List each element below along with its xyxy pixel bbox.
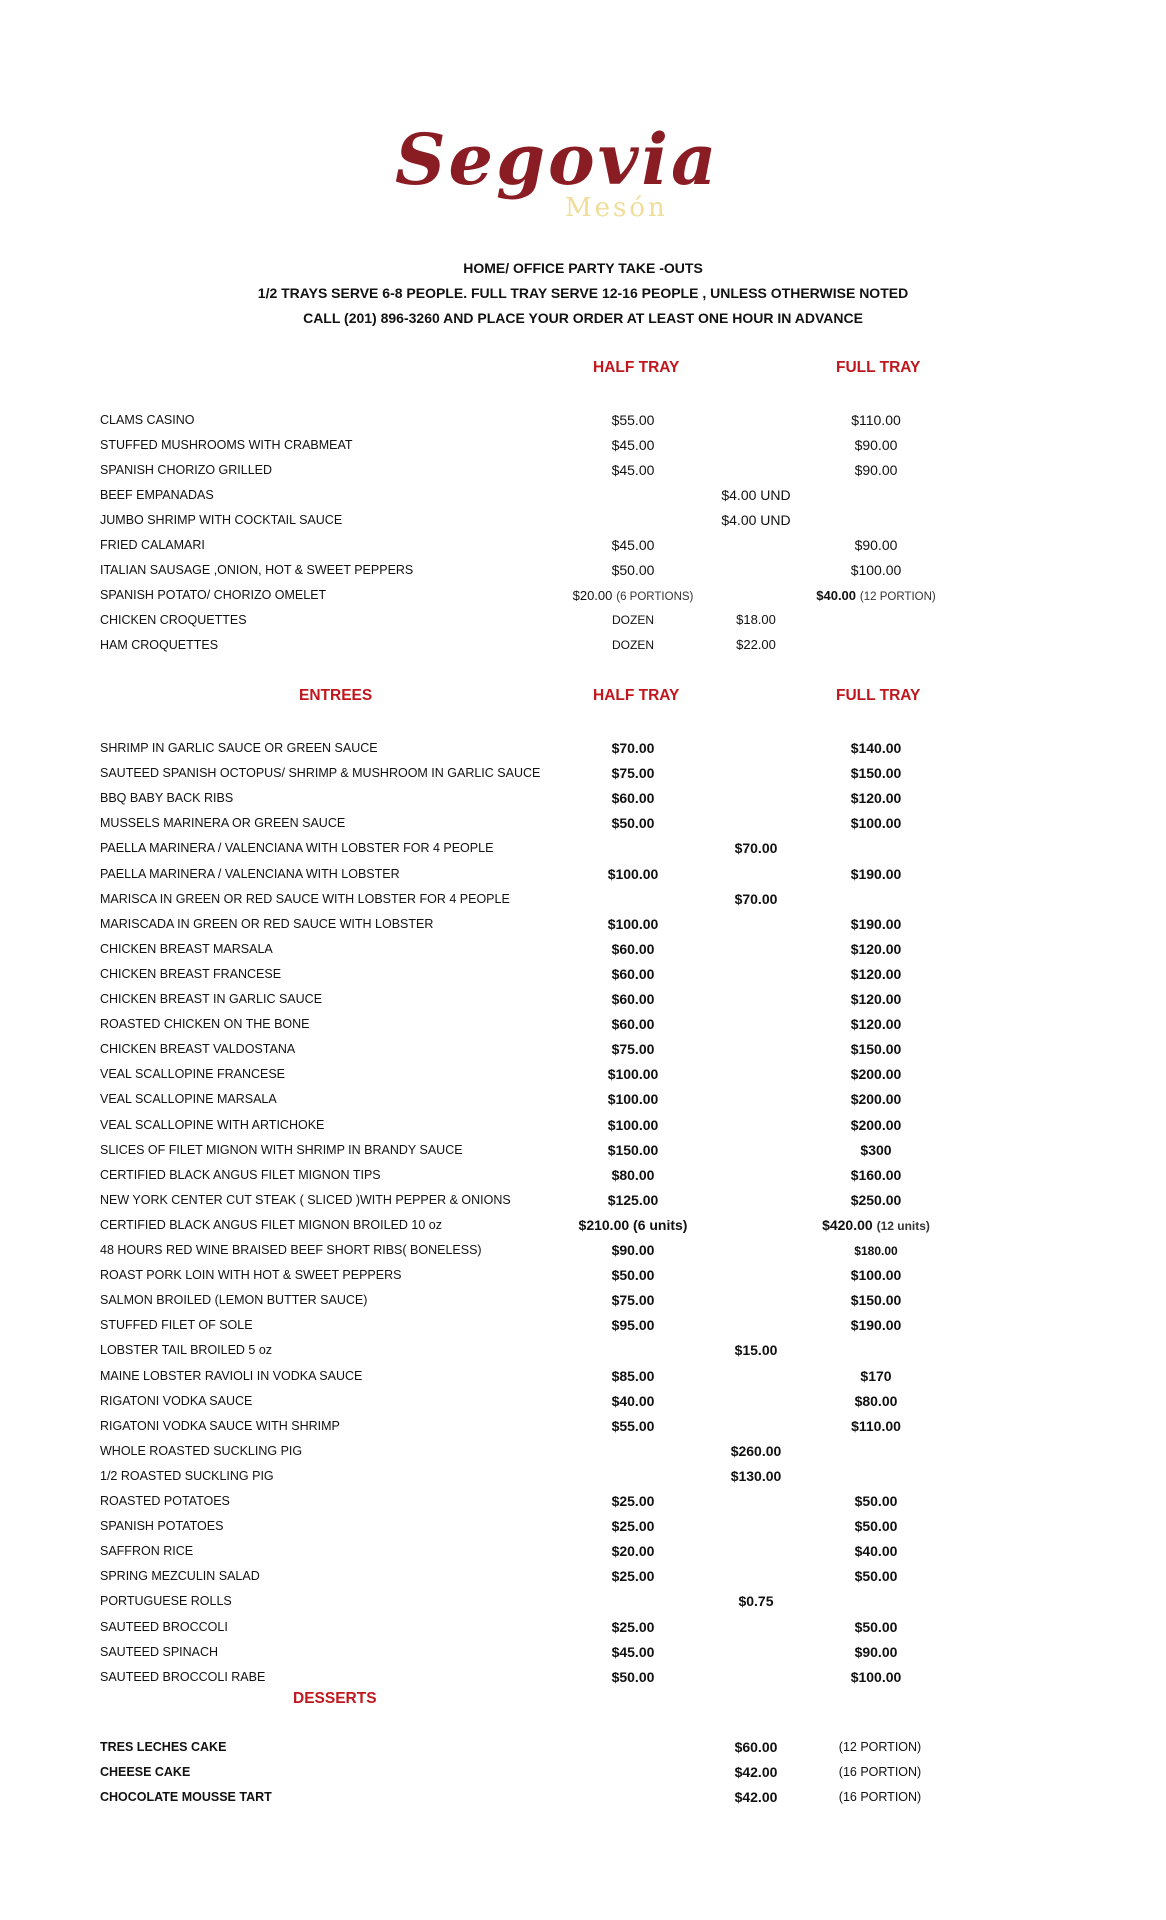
half-tray-price: $45.00 xyxy=(611,437,655,453)
unit-label: DOZEN xyxy=(612,613,654,627)
menu-row xyxy=(0,1190,1166,1215)
full-tray-note: (12 PORTION) xyxy=(859,591,936,603)
item-name: ROASTED POTATOES xyxy=(100,1494,230,1508)
item-name: VEAL SCALLOPINE WITH ARTICHOKE xyxy=(100,1117,325,1132)
menu-row xyxy=(0,1491,1166,1516)
menu-row xyxy=(0,1737,1166,1762)
half-tray-price: $45.00 xyxy=(611,537,655,553)
half-tray-price: $50.00 xyxy=(611,562,655,578)
menu-row xyxy=(0,1391,1166,1416)
full-tray-amount: $120.00 xyxy=(850,991,902,1007)
half-tray-price: $75.00 xyxy=(611,1041,655,1058)
item-name: CHICKEN BREAST VALDOSTANA xyxy=(100,1042,296,1057)
item-name: ROASTED CHICKEN ON THE BONE xyxy=(100,1017,310,1032)
item-name: SPANISH POTATOES xyxy=(100,1519,224,1534)
full-tray-amount: $100.00 xyxy=(850,815,902,832)
half-tray-price: $125.00 xyxy=(607,1191,659,1208)
full-tray-price xyxy=(776,410,976,430)
desserts-title: DESSERTS xyxy=(293,1690,377,1707)
full-tray-price xyxy=(776,535,976,555)
half-tray-price: $45.00 xyxy=(611,462,655,478)
item-name: NEW YORK CENTER CUT STEAK ( SLICED )WITH PEPPER & ONIONS xyxy=(100,1192,511,1207)
menu-row xyxy=(0,1240,1166,1265)
entrees-half-tray-header: HALF TRAY xyxy=(593,687,680,704)
full-tray-price xyxy=(776,1416,976,1436)
full-tray-amount: $50.00 xyxy=(854,1518,898,1535)
menu-row xyxy=(0,914,1166,939)
full-tray-amount: $120.00 xyxy=(850,940,902,957)
full-tray-amount: $120.00 xyxy=(850,1016,902,1033)
full-tray-amount: $120.00 xyxy=(850,965,902,982)
menu-row xyxy=(0,560,1166,585)
full-tray-price xyxy=(776,1366,976,1386)
full-tray-amount: $100.00 xyxy=(850,1267,902,1284)
menu-row xyxy=(0,510,1166,535)
dessert-price: $42.00 xyxy=(734,1764,778,1780)
menu-row xyxy=(0,460,1166,485)
menu-row xyxy=(0,1290,1166,1315)
full-tray-price xyxy=(776,1516,976,1536)
item-name: BBQ BABY BACK RIBS xyxy=(100,791,234,806)
item-name: CERTIFIED BLACK ANGUS FILET MIGNON TIPS xyxy=(100,1167,381,1182)
item-name: SAUTEED SPINACH xyxy=(100,1644,219,1659)
appetizers-half-tray-header: HALF TRAY xyxy=(593,359,680,376)
full-tray-amount: $190.00 xyxy=(850,1317,902,1334)
full-tray-amount: $40.00 xyxy=(854,1543,898,1560)
full-tray-amount: $110.00 xyxy=(851,412,901,428)
menu-row xyxy=(0,788,1166,813)
menu-row xyxy=(0,1265,1166,1290)
full-tray-price xyxy=(776,1566,976,1586)
full-tray-amount: $80.00 xyxy=(854,1392,898,1409)
full-tray-price xyxy=(776,1014,976,1034)
menu-row xyxy=(0,1165,1166,1190)
menu-row xyxy=(0,535,1166,560)
item-name: SAUTEED BROCCOLI RABE xyxy=(100,1669,266,1684)
full-tray-amount: $50.00 xyxy=(854,1618,898,1635)
half-tray-price xyxy=(533,585,733,607)
menu-row xyxy=(0,1441,1166,1466)
full-tray-amount: $100.00 xyxy=(850,562,902,578)
menu-row xyxy=(0,738,1166,763)
full-tray-price xyxy=(776,864,976,884)
item-name: SAFFRON RICE xyxy=(100,1544,194,1559)
menu-row xyxy=(0,813,1166,838)
item-name: ROAST PORK LOIN WITH HOT & SWEET PEPPERS xyxy=(100,1268,402,1283)
menu-row xyxy=(0,1215,1166,1240)
full-tray-price xyxy=(776,914,976,934)
full-tray-price xyxy=(776,585,976,607)
half-tray-price: $150.00 xyxy=(607,1141,659,1158)
full-tray-price xyxy=(776,763,976,783)
half-tray-price: $80.00 xyxy=(611,1166,655,1183)
half-tray-price: $25.00 xyxy=(611,1518,655,1535)
menu-row xyxy=(0,1140,1166,1165)
menu-row xyxy=(0,1315,1166,1340)
item-name: MARISCA IN GREEN OR RED SAUCE WITH LOBSTER FOR 4 PEOPLE xyxy=(100,891,510,906)
full-tray-price xyxy=(776,1391,976,1411)
full-tray-amount: $90.00 xyxy=(854,462,898,478)
item-name: 48 HOURS RED WINE BRAISED BEEF SHORT RIBS( BONELESS) xyxy=(100,1243,482,1257)
half-tray-price: $60.00 xyxy=(611,965,655,982)
menu-row xyxy=(0,1566,1166,1591)
half-tray-price: $45.00 xyxy=(611,1643,655,1660)
logo-wordmark: Segovia xyxy=(395,118,720,201)
entrees-title: ENTREES xyxy=(299,687,373,704)
half-tray-price: $50.00 xyxy=(611,815,655,832)
half-tray-note: (6 PORTIONS) xyxy=(616,591,694,603)
unit-price: $130.00 xyxy=(730,1467,782,1484)
half-tray-price: $60.00 xyxy=(611,940,655,957)
half-tray-price: $55.00 xyxy=(611,412,655,428)
full-tray-price xyxy=(776,813,976,833)
item-name: MUSSELS MARINERA OR GREEN SAUCE xyxy=(100,816,346,831)
item-name: TRES LECHES CAKE xyxy=(100,1740,227,1754)
full-tray-amount: $200.00 xyxy=(850,1066,902,1083)
full-tray-price xyxy=(776,1115,976,1135)
menu-row xyxy=(0,1014,1166,1039)
item-name: SLICES OF FILET MIGNON WITH SHRIMP IN BRANDY SAUCE xyxy=(100,1142,463,1157)
full-tray-amount: $140.00 xyxy=(850,740,902,756)
item-name: VEAL SCALLOPINE FRANCESE xyxy=(100,1067,286,1082)
full-tray-amount: $40.00 xyxy=(816,588,857,603)
item-name: CHICKEN CROQUETTES xyxy=(100,613,247,627)
half-tray-price: $100.00 xyxy=(607,1066,659,1083)
full-tray-price xyxy=(776,1064,976,1084)
menu-row xyxy=(0,610,1166,635)
menu-row xyxy=(0,1762,1166,1787)
full-tray-price xyxy=(776,560,976,580)
menu-row xyxy=(0,1541,1166,1566)
full-tray-amount: $150.00 xyxy=(850,1041,902,1058)
full-tray-price xyxy=(776,1140,976,1160)
menu-row xyxy=(0,838,1166,863)
full-tray-amount: $170 xyxy=(860,1367,892,1384)
unit-price: $15.00 xyxy=(734,1342,778,1359)
item-name: VEAL SCALLOPINE MARSALA xyxy=(100,1092,277,1107)
dessert-price: $42.00 xyxy=(734,1789,778,1805)
item-name: SPANISH CHORIZO GRILLED xyxy=(100,463,273,477)
full-tray-price xyxy=(776,1265,976,1285)
full-tray-amount: $90.00 xyxy=(854,437,898,453)
full-tray-price xyxy=(776,1667,976,1687)
half-tray-amount: $20.00 xyxy=(572,588,613,603)
portion-note: (12 PORTION) xyxy=(838,1740,922,1754)
unit-price: $260.00 xyxy=(730,1442,782,1459)
full-tray-amount: $200.00 xyxy=(850,1116,902,1133)
half-tray-price: $40.00 xyxy=(611,1392,655,1409)
item-name: CERTIFIED BLACK ANGUS FILET MIGNON BROILED 10 oz xyxy=(100,1217,442,1232)
entrees-full-tray-header: FULL TRAY xyxy=(836,687,921,704)
item-name: BEEF EMPANADAS xyxy=(100,488,214,502)
item-name: SHRIMP IN GARLIC SAUCE OR GREEN SAUCE xyxy=(100,741,378,755)
full-tray-price xyxy=(776,738,976,758)
item-name: CHICKEN BREAST FRANCESE xyxy=(100,966,282,981)
item-name: JUMBO SHRIMP WITH COCKTAIL SAUCE xyxy=(100,513,343,527)
full-tray-price xyxy=(776,989,976,1009)
menu-row xyxy=(0,1416,1166,1441)
full-tray-price xyxy=(776,1541,976,1561)
item-name: ITALIAN SAUSAGE ,ONION, HOT & SWEET PEPPERS xyxy=(100,563,414,577)
half-tray-price: $100.00 xyxy=(607,1116,659,1133)
full-tray-amount: $90.00 xyxy=(854,537,898,553)
menu-row xyxy=(0,1340,1166,1365)
half-tray-price: $100.00 xyxy=(607,865,659,882)
half-tray-price: $25.00 xyxy=(611,1568,655,1585)
full-tray-amount: $180.00 xyxy=(854,1244,898,1258)
full-tray-amount: $150.00 xyxy=(850,1292,902,1309)
menu-row xyxy=(0,1115,1166,1140)
item-name: WHOLE ROASTED SUCKLING PIG xyxy=(100,1443,303,1458)
half-tray-price: $85.00 xyxy=(611,1367,655,1384)
full-tray-amount: $150.00 xyxy=(850,765,902,782)
menu-row xyxy=(0,1787,1166,1812)
item-name: MARISCADA IN GREEN OR RED SAUCE WITH LOBSTER xyxy=(100,916,434,931)
half-tray-price: $100.00 xyxy=(607,1091,659,1108)
item-name: FRIED CALAMARI xyxy=(100,538,205,552)
half-tray-price: $210.00 (6 units) xyxy=(578,1216,688,1233)
half-tray-price: $50.00 xyxy=(611,1668,655,1685)
item-name: PAELLA MARINERA / VALENCIANA WITH LOBSTER xyxy=(100,866,400,881)
half-tray-price: $60.00 xyxy=(611,790,655,807)
menu-row xyxy=(0,939,1166,964)
full-tray-price xyxy=(776,460,976,480)
menu-row xyxy=(0,763,1166,788)
full-tray-price xyxy=(776,1617,976,1637)
full-tray-note: (12 units) xyxy=(876,1218,930,1233)
full-tray-price xyxy=(776,1190,976,1210)
full-tray-amount: $190.00 xyxy=(850,915,902,932)
full-tray-price xyxy=(776,435,976,455)
menu-row xyxy=(0,410,1166,435)
full-tray-price xyxy=(776,1642,976,1662)
half-tray-price: $100.00 xyxy=(607,915,659,932)
menu-row xyxy=(0,1642,1166,1667)
intro-serving-note: 1/2 TRAYS SERVE 6-8 PEOPLE. FULL TRAY SERVE 12-16 PEOPLE , UNLESS OTHERWISE NOTED xyxy=(257,285,909,301)
item-name: SPANISH POTATO/ CHORIZO OMELET xyxy=(100,588,327,602)
item-name: CHICKEN BREAST IN GARLIC SAUCE xyxy=(100,992,323,1006)
item-name: CHICKEN BREAST MARSALA xyxy=(100,941,273,956)
full-tray-price xyxy=(776,1240,976,1261)
intro-call-note: CALL (201) 896-3260 AND PLACE YOUR ORDER AT LEAST ONE HOUR IN ADVANCE xyxy=(303,310,863,326)
half-tray-price: $25.00 xyxy=(611,1493,655,1509)
full-tray-amount: $200.00 xyxy=(850,1091,902,1108)
full-tray-price xyxy=(776,1290,976,1310)
menu-row xyxy=(0,1089,1166,1114)
half-tray-price: $25.00 xyxy=(611,1618,655,1635)
full-tray-price xyxy=(776,1315,976,1335)
menu-row xyxy=(0,635,1166,660)
menu-row xyxy=(0,1516,1166,1541)
full-tray-amount: $160.00 xyxy=(850,1166,902,1183)
full-tray-price xyxy=(776,964,976,984)
half-tray-price: $60.00 xyxy=(611,991,655,1007)
full-tray-price xyxy=(776,788,976,808)
menu-row xyxy=(0,1617,1166,1642)
full-tray-amount: $50.00 xyxy=(854,1493,898,1509)
menu-row xyxy=(0,585,1166,610)
full-tray-amount: $50.00 xyxy=(854,1568,898,1585)
half-tray-price: $75.00 xyxy=(611,1292,655,1309)
full-tray-amount: $90.00 xyxy=(854,1643,898,1660)
full-tray-price xyxy=(776,1491,976,1511)
item-name: MAINE LOBSTER RAVIOLI IN VODKA SAUCE xyxy=(100,1368,363,1383)
item-name: SALMON BROILED (LEMON BUTTER SAUCE) xyxy=(100,1293,368,1308)
unit-price: $22.00 xyxy=(736,637,776,652)
half-tray-price: $75.00 xyxy=(611,765,655,782)
segovia-meson-logo xyxy=(395,118,720,230)
logo-subtitle: Mesón xyxy=(565,193,668,223)
item-name: SPRING MEZCULIN SALAD xyxy=(100,1569,260,1584)
item-name: SAUTEED SPANISH OCTOPUS/ SHRIMP & MUSHROOM IN GARLIC SAUCE xyxy=(100,766,541,781)
full-tray-amount: $100.00 xyxy=(850,1668,902,1685)
half-tray-price: $55.00 xyxy=(611,1417,655,1434)
full-tray-price xyxy=(776,1039,976,1059)
unit-price: $0.75 xyxy=(738,1593,774,1610)
full-tray-price xyxy=(776,1165,976,1185)
half-tray-price: $70.00 xyxy=(611,740,655,756)
half-tray-price: $60.00 xyxy=(611,1016,655,1033)
item-name: PAELLA MARINERA / VALENCIANA WITH LOBSTER FOR 4 PEOPLE xyxy=(100,841,494,856)
full-tray-price xyxy=(776,1089,976,1109)
unit-price: $70.00 xyxy=(734,840,778,857)
item-name: HAM CROQUETTES xyxy=(100,638,219,652)
menu-row xyxy=(0,1591,1166,1616)
menu-row xyxy=(0,1667,1166,1692)
half-tray-price: $20.00 xyxy=(611,1543,655,1560)
unit-price: $4.00 UND xyxy=(721,487,791,503)
appetizers-full-tray-header: FULL TRAY xyxy=(836,359,921,376)
menu-row xyxy=(0,889,1166,914)
full-tray-amount: $300 xyxy=(860,1141,892,1158)
half-tray-price: $90.00 xyxy=(611,1242,655,1258)
menu-row xyxy=(0,864,1166,889)
menu-row xyxy=(0,964,1166,989)
full-tray-amount: $110.00 xyxy=(851,1417,901,1434)
full-tray-amount: $250.00 xyxy=(850,1191,902,1208)
item-name: RIGATONI VODKA SAUCE xyxy=(100,1393,253,1408)
item-name: RIGATONI VODKA SAUCE WITH SHRIMP xyxy=(100,1418,340,1433)
full-tray-price xyxy=(776,939,976,959)
dessert-price: $60.00 xyxy=(734,1739,778,1755)
item-name: CLAMS CASINO xyxy=(100,413,195,427)
menu-row xyxy=(0,1039,1166,1064)
unit-price: $70.00 xyxy=(734,890,778,907)
item-name: PORTUGUESE ROLLS xyxy=(100,1594,232,1609)
item-name: CHOCOLATE MOUSSE TART xyxy=(100,1790,272,1804)
unit-price: $4.00 UND xyxy=(721,512,791,528)
menu-row xyxy=(0,1064,1166,1089)
menu-row xyxy=(0,435,1166,460)
item-name: STUFFED MUSHROOMS WITH CRABMEAT xyxy=(100,438,353,452)
full-tray-price xyxy=(776,1215,976,1236)
item-name: LOBSTER TAIL BROILED 5 oz xyxy=(100,1343,273,1358)
full-tray-amount: $190.00 xyxy=(850,865,902,882)
item-name: CHEESE CAKE xyxy=(100,1765,191,1779)
unit-price: $18.00 xyxy=(736,612,776,627)
half-tray-price: $50.00 xyxy=(611,1267,655,1284)
full-tray-amount: $420.00 xyxy=(822,1216,873,1233)
menu-row xyxy=(0,989,1166,1014)
menu-row xyxy=(0,1466,1166,1491)
menu-row xyxy=(0,1366,1166,1391)
full-tray-amount: $120.00 xyxy=(850,790,902,807)
item-name: 1/2 ROASTED SUCKLING PIG xyxy=(100,1468,274,1483)
menu-row xyxy=(0,485,1166,510)
intro-title: HOME/ OFFICE PARTY TAKE -OUTS xyxy=(463,260,703,276)
item-name: STUFFED FILET OF SOLE xyxy=(100,1318,253,1333)
half-tray-price: $95.00 xyxy=(611,1317,655,1334)
portion-note: (16 PORTION) xyxy=(838,1765,922,1779)
portion-note: (16 PORTION) xyxy=(838,1790,922,1804)
item-name: SAUTEED BROCCOLI xyxy=(100,1619,228,1634)
unit-label: DOZEN xyxy=(612,638,654,652)
